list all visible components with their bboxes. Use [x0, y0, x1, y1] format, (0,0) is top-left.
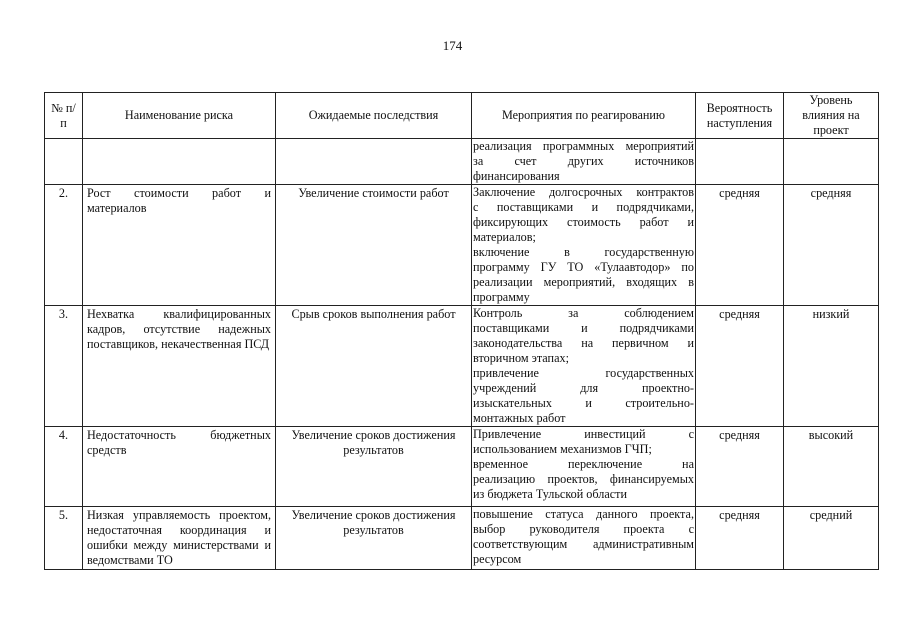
cell-measures [472, 185, 696, 306]
measure-line: реализацию проектов, финансируемых [473, 472, 694, 486]
cell-number: 3. [45, 306, 83, 427]
measure-line: соответствующим административным [473, 537, 694, 551]
header-impact: Уровень влияния на проект [784, 93, 879, 139]
cell-number [45, 139, 83, 185]
measure-line: изыскательных и строительно- [473, 396, 694, 410]
cell-impact [784, 139, 879, 185]
cell-risk-name: Низкая управляемость проектом, недостаточная координация и ошибки между министерствами и ведомствами ТО [83, 507, 276, 570]
measure-line: финансирования [473, 169, 560, 183]
measure-line: из бюджета Тульской области [473, 487, 628, 501]
measure-line: реализации мероприятий, входящих в [473, 275, 694, 289]
cell-probability: средняя [696, 185, 784, 306]
cell-probability: средняя [696, 306, 784, 427]
measure-line: использованием механизмов ГЧП; [473, 442, 652, 456]
measure-line: Контроль за соблюдением [473, 306, 694, 320]
header-risk-name: Наименование риска [83, 93, 276, 139]
measure-line: учреждений для проектно- [473, 381, 694, 395]
table-row [45, 507, 879, 570]
measure-line: привлечение государственных [473, 366, 694, 380]
cell-probability: средняя [696, 507, 784, 570]
cell-impact: средняя [784, 185, 879, 306]
cell-impact: средний [784, 507, 879, 570]
cell-measures [472, 306, 696, 427]
cell-risk-name: Рост стоимости работ и материалов [83, 185, 276, 306]
table-header-row [45, 93, 879, 139]
header-measures: Мероприятия по реагированию [472, 93, 696, 139]
cell-measures [472, 427, 696, 507]
measure-line: временное переключение на [473, 457, 694, 471]
cell-consequences: Увеличение сроков достижения результатов [276, 507, 472, 570]
cell-consequences: Увеличение стоимости работ [276, 185, 472, 306]
measure-line: поставщиками и подрядчиками [473, 321, 694, 335]
measure-line: законодательства на первичном и [473, 336, 694, 350]
page-number: 174 [442, 38, 463, 53]
cell-measures [472, 507, 696, 570]
table-row [45, 427, 879, 507]
risk-table [44, 92, 879, 570]
cell-number: 5. [45, 507, 83, 570]
measure-line: фиксирующих стоимость работ и [473, 215, 694, 229]
header-consequences: Ожидаемые последствия [276, 93, 472, 139]
measure-line: монтажных работ [473, 411, 566, 425]
cell-number: 2. [45, 185, 83, 306]
measure-line: вторичном этапах; [473, 351, 569, 365]
cell-probability [696, 139, 784, 185]
header-number: № п/п [45, 93, 83, 139]
measure-line: с поставщиками и подрядчиками, [473, 200, 694, 214]
cell-consequences [276, 139, 472, 185]
measure-line: программу [473, 290, 530, 304]
table-row [45, 306, 879, 427]
table-row-continuation [45, 139, 879, 185]
measure-line: Заключение долгосрочных контрактов [473, 185, 694, 199]
measure-line: материалов; [473, 230, 536, 244]
measure-line: повышение статуса данного проекта, [473, 507, 694, 521]
cell-consequences: Срыв сроков выполнения работ [276, 306, 472, 427]
cell-probability: средняя [696, 427, 784, 507]
cell-risk-name: Нехватка квалифицированных кадров, отсутствие надежных поставщиков, некачественная ПСД [83, 306, 276, 427]
measure-line: ресурсом [473, 552, 522, 566]
measure-line: Привлечение инвестиций с [473, 427, 694, 441]
cell-impact: высокий [784, 427, 879, 507]
cell-measures [472, 139, 696, 185]
measure-line: включение в государственную [473, 245, 694, 259]
measure-line: выбор руководителя проекта с [473, 522, 694, 536]
table-row [45, 185, 879, 306]
cell-consequences: Увеличение сроков достижения результатов [276, 427, 472, 507]
cell-number: 4. [45, 427, 83, 507]
measure-line: программу ГУ ТО «Тулаавтодор» по [473, 260, 694, 274]
measure-line: за счет других источников [473, 154, 694, 168]
cell-impact: низкий [784, 306, 879, 427]
header-probability: Вероятность наступления [696, 93, 784, 139]
cell-risk-name: Недостаточность бюджетных средств [83, 427, 276, 507]
measure-line: реализация программных мероприятий [473, 139, 694, 153]
cell-risk-name [83, 139, 276, 185]
